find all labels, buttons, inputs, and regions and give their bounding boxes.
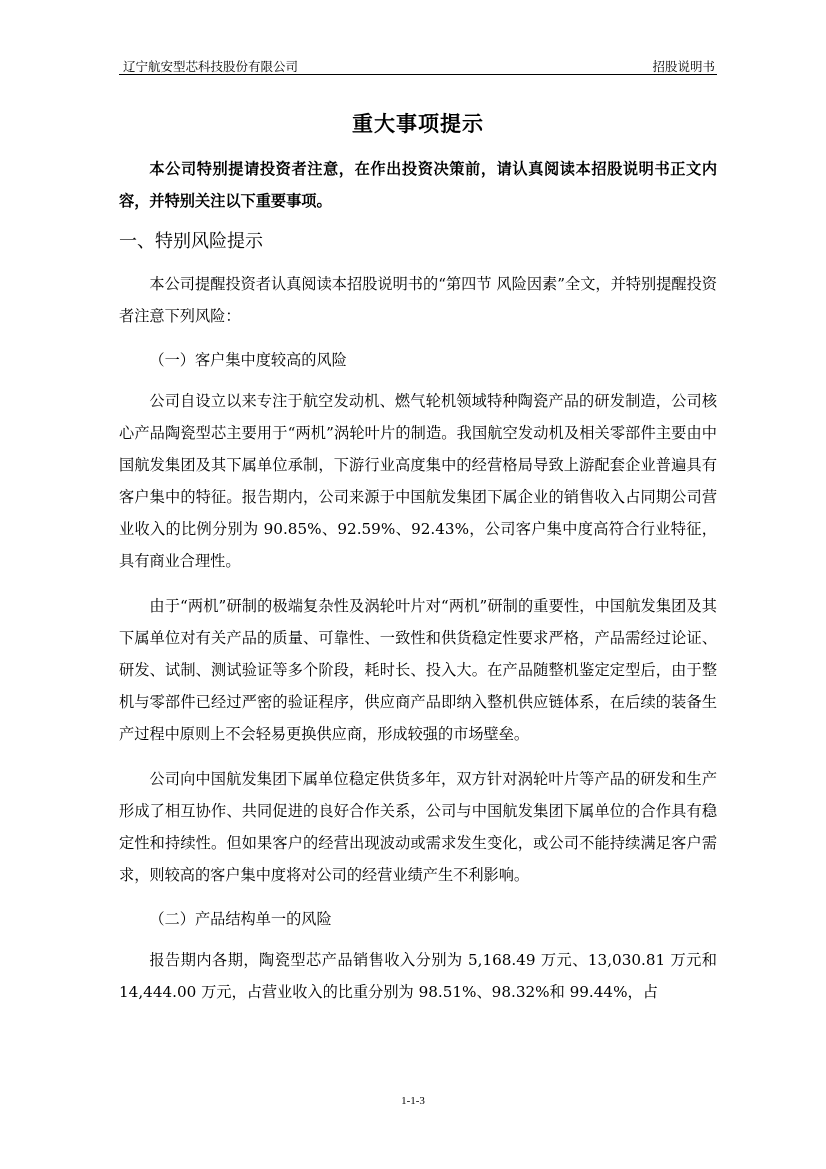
body-paragraph: 由于“两机”研制的极端复杂性及涡轮叶片对“两机”研制的重要性，中国航发集团及其下属单位对有关产品的质量、可靠性、一致性和供货稳定性要求严格，产品需经过论证、研发、试制、测试验证等多个阶段，耗时长、投入大。在产品随整机鉴定定型后，由于整机与零部件已经过严密的验证程序，供应商产品即纳入整机供应链体系，在后续的装备生产过程中原则上不会轻易更换供应商，形成较强的市场壁垒。 bbox=[119, 597, 717, 743]
page-title: 重大事项提示 bbox=[352, 112, 484, 136]
subsection-heading-product-structure: （二）产品结构单一的风险 bbox=[149, 910, 332, 928]
body-paragraph: 公司自设立以来专注于航空发动机、燃气轮机领域特种陶瓷产品的研发制造，公司核心产品陶瓷型芯主要用于“两机”涡轮叶片的制造。我国航空发动机及相关零部件主要由中国航发集团及其下属单位承制，下游行业高度集中的经营格局导致上游配套企业普遍具有客户集中的特征。报告期内，公司来源于中国航发集团下属企业的销售收入占同期公司营业收入的比例分别为 90.85%、92.59%、92.43%，公司客户集中度高符合行业特征，具有商业合理性。 bbox=[119, 392, 717, 570]
page-number: 1-1-3 bbox=[401, 1095, 425, 1107]
body-paragraph: 报告期内各期，陶瓷型芯产品销售收入分别为 5,168.49 万元、13,030.81 万元和 14,444.00 万元，占营业收入的比重分别为 98.51%、98.32%和 99.44%，占 bbox=[119, 951, 717, 1001]
body-paragraph: 公司向中国航发集团下属单位稳定供货多年，双方针对涡轮叶片等产品的研发和生产形成了相互协作、共同促进的良好合作关系，公司与中国航发集团下属单位的合作具有稳定性和持续性。但如果客户的经营出现波动或需求发生变化，或公司不能持续满足客户需求，则较高的客户集中度将对公司的经营业绩产生不利影响。 bbox=[119, 770, 717, 884]
intro-paragraph: 本公司特别提请投资者注意，在作出投资决策前，请认真阅读本招股说明书正文内容，并特别关注以下重要事项。 bbox=[119, 160, 717, 210]
subsection-heading-customer-concentration: （一）客户集中度较高的风险 bbox=[149, 351, 347, 369]
document-body bbox=[119, 153, 717, 1021]
section-lead-paragraph: 本公司提醒投资者认真阅读本招股说明书的“第四节 风险因素”全文，并特别提醒投资者注意下列风险： bbox=[119, 275, 717, 325]
page-header bbox=[119, 50, 717, 75]
header-document-type: 招股说明书 bbox=[652, 59, 715, 74]
header-company-name: 辽宁航安型芯科技股份有限公司 bbox=[123, 59, 299, 74]
section-heading-risk: 一、特别风险提示 bbox=[119, 231, 263, 252]
